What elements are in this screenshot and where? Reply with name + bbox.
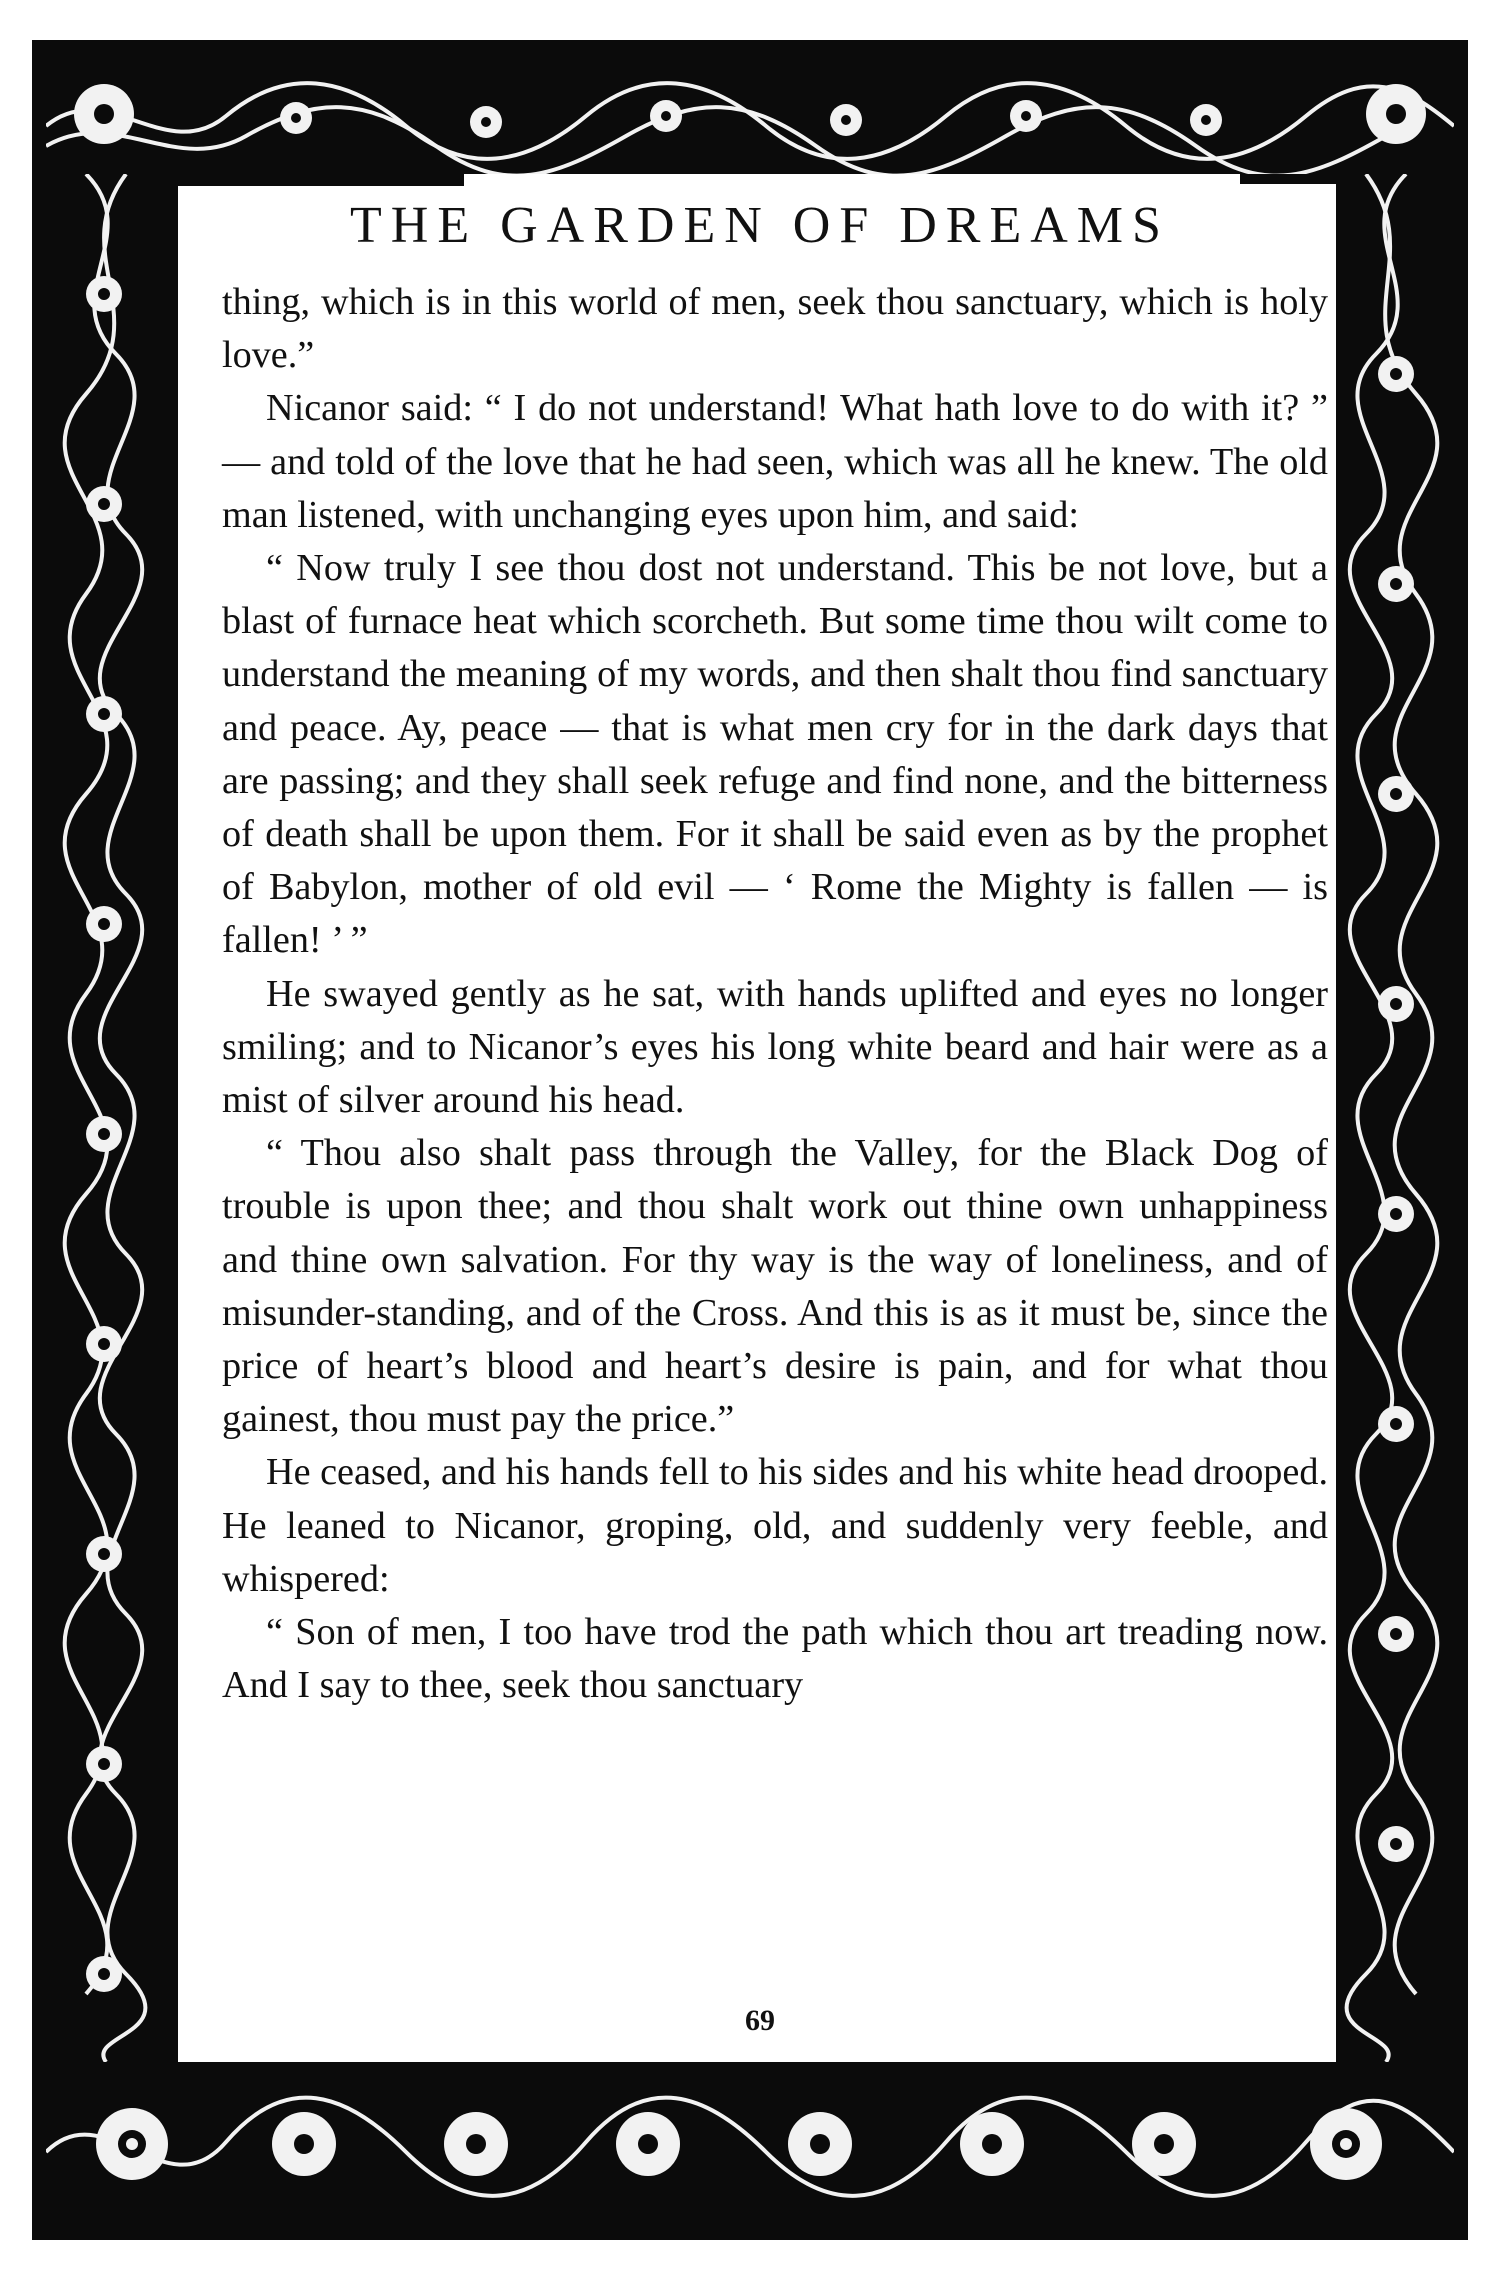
paragraph-7: “ Son of men, I too have trod the path which thou art treading now. And I say to thee, seek thou sanctuary xyxy=(222,1611,1328,1707)
page-number: 69 xyxy=(745,2004,775,2037)
border-left-ornament xyxy=(46,174,164,2062)
paragraph-5: “ Thou also shalt pass through the Valley, for the Black Dog of trouble is upon thee; and thou shalt work out thine own unhappiness and thine own salvation. For thy way is the way of loneliness, and of misunder-standing, and of the Cross. And this is as it must be, since the price of heart’s blood and heart’s desire is pain, and for what thou gainest, thou must pay the price.” xyxy=(222,1132,1328,1441)
running-head: THE GARDEN OF DREAMS xyxy=(350,197,1170,254)
paragraph-1: thing, which is in this world of men, seek thou sanctuary, which is holy love.” xyxy=(222,281,1328,377)
paragraph-6: He ceased, and his hands fell to his sides and his white head drooped. He leaned to Nicanor, groping, old, and suddenly very feeble, and whispered: xyxy=(222,1451,1328,1600)
paragraph-4: He swayed gently as he sat, with hands uplifted and eyes no longer smiling; and to Nicanor’s eyes his long white beard and hair were as a mist of silver around his head. xyxy=(222,972,1328,1122)
inner-rule xyxy=(164,174,178,2062)
paragraph-2: Nicanor said: “ I do not understand! What hath love to do with it? ” — and told of the love that he had seen, which was all he knew. The old man listened, with unchanging eyes upon him, and said: xyxy=(222,387,1328,536)
body-text xyxy=(222,276,1328,1712)
border-top-ornament xyxy=(46,56,1454,174)
border-right-ornament xyxy=(1336,174,1454,2062)
inner-rule-top xyxy=(164,174,464,186)
inner-rule-top-right xyxy=(1240,174,1336,184)
border-bottom-ornament xyxy=(46,2062,1454,2224)
paragraph-3: “ Now truly I see thou dost not understand. This be not love, but a blast of furnace heat which scorcheth. But some time thou wilt come to understand the meaning of my words, and then shalt thou find sanctuary and peace. Ay, peace — that is what men cry for in the dark days that are passing; and they shall seek refuge and find none, and the bitterness of death shall be upon them. For it shall be said even as by the prophet of Babylon, mother of old evil — ‘ Rome the Mighty is fallen — is fallen! ’ ” xyxy=(222,547,1328,962)
